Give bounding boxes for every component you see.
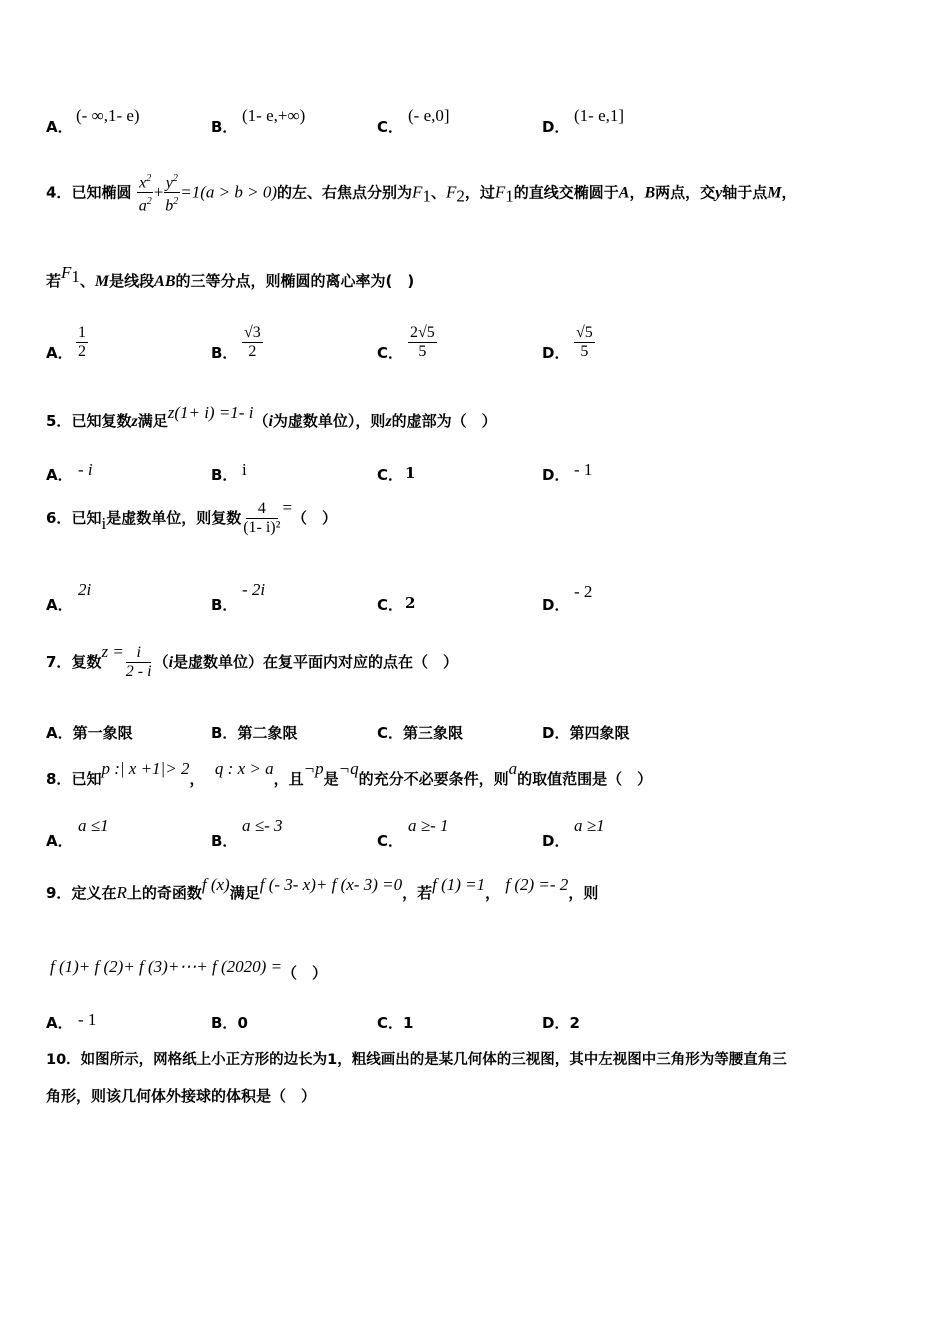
q3-option-c[interactable]: C．: [377, 118, 404, 136]
q8-option-d-value: a ≥1: [574, 816, 605, 835]
q8-options: [46, 816, 910, 850]
q5-options: [46, 460, 910, 486]
q3-option-d[interactable]: D．: [542, 118, 570, 136]
q8-option-d[interactable]: D．: [542, 832, 570, 850]
q4-option-a-value: $\frac{1}{2}$: [78, 324, 86, 360]
question-4-stem: 4．已知椭圆 $\frac{x^2}{a^2}$ + $\frac{y^2}{b^2}$ =1(a > b > 0)的左、右焦点分别为$F_1$、$F_2$，过$F_1$的直线交椭圆于A，B两点，交y轴于点M，: [46, 170, 910, 216]
q4-option-b-value: $\frac{√3}{2}$: [244, 324, 261, 360]
q7-fraction: $\frac{i}{2 - i}$: [125, 644, 152, 680]
q7-options: [46, 722, 910, 748]
q5-option-b-value: i: [242, 460, 247, 479]
q4-option-d-value: $\frac{√5}{5}$: [576, 324, 593, 360]
q3-option-a[interactable]: A．: [46, 118, 73, 136]
ellipse-x-term: $\frac{x^2}{a^2}$: [137, 170, 154, 216]
q8-option-c-value: a ≥- 1: [408, 816, 449, 835]
q6-option-d-value: - 2: [574, 582, 593, 601]
q4-option-b[interactable]: B．: [211, 344, 238, 362]
question-10-line2: 角形，则该几何体外接球的体积是（ ）: [46, 1087, 317, 1105]
q6-options: [46, 580, 910, 614]
q4-option-d[interactable]: D．: [542, 344, 570, 362]
q3-options: [46, 106, 910, 136]
q3-option-a-value: (- ∞,1- e): [76, 106, 140, 125]
q9-option-d[interactable]: D．2: [542, 1014, 580, 1032]
q9-option-a[interactable]: A．: [46, 1014, 73, 1032]
q3-option-b[interactable]: B．: [211, 118, 238, 136]
q8-option-b[interactable]: B．: [211, 832, 238, 850]
q5-option-c[interactable]: C．: [377, 466, 404, 484]
q3-option-d-value: (1- e,1]: [574, 106, 625, 125]
q8-option-b-value: a ≤- 3: [242, 816, 283, 835]
q4-options: [46, 322, 910, 372]
q5-option-a[interactable]: A．: [46, 466, 73, 484]
q7-option-b[interactable]: B．第二象限: [211, 724, 298, 742]
q6-option-a-value: 2i: [78, 580, 92, 599]
q7-option-c[interactable]: C．第三象限: [377, 724, 464, 742]
q5-option-b[interactable]: B．: [211, 466, 238, 484]
ellipse-y-term: $\frac{y^2}{b^2}$: [163, 170, 180, 216]
q5-option-d-value: - 1: [574, 460, 593, 479]
q4-option-c[interactable]: C．: [377, 344, 404, 362]
q4-option-a[interactable]: A．: [46, 344, 73, 362]
question-9-sum: f (1)+ f (2)+ f (3)+⋯+ f (2020) =（ ）: [50, 957, 328, 982]
q9-option-a-value: - 1: [78, 1010, 97, 1029]
q6-option-b-value: - 2i: [242, 580, 266, 599]
q6-option-c-value: 2: [405, 594, 416, 612]
q6-option-c[interactable]: C．: [377, 596, 404, 614]
q5-option-d[interactable]: D．: [542, 466, 570, 484]
question-4-stem-line2: 若$F_1$、M是线段AB的三等分点，则椭圆的离心率为( ): [46, 263, 415, 290]
question-6-stem: 6．已知i是虚数单位，则复数 $\frac{4}{\text{(1- i)²}}$ =（ ）: [46, 498, 338, 536]
q5-option-a-value: - i: [78, 460, 93, 479]
q5-option-c-value: 1: [405, 464, 416, 482]
question-5-stem: 5．已知复数z满足z(1+ i) =1- i（i为虚数单位），则z的虚部为（ ）: [46, 403, 497, 430]
q6-option-d[interactable]: D．: [542, 596, 570, 614]
q6-option-b[interactable]: B．: [211, 596, 238, 614]
question-10-line1: 10．如图所示，网格纸上小正方形的边长为1，粗线画出的是某几何体的三视图，其中左视图中三角形为等腰直角三: [46, 1052, 787, 1068]
q3-option-c-value: (- e,0]: [408, 106, 450, 125]
q9-option-b[interactable]: B．0: [211, 1014, 248, 1032]
q8-option-a[interactable]: A．: [46, 832, 73, 850]
question-10-stem: [46, 1042, 920, 1114]
q6-fraction: $\frac{4}{\text{(1- i)²}}$: [243, 500, 281, 536]
q8-option-a-value: a ≤1: [78, 816, 109, 835]
q9-options: [46, 1010, 910, 1036]
question-8-stem: 8．已知p :| x +1|> 2， q : x > a，且¬p是¬q的充分不必要条件，则a的取值范围是（ ）: [46, 759, 653, 788]
q7-option-a[interactable]: A．第一象限: [46, 724, 133, 742]
q6-option-a[interactable]: A．: [46, 596, 73, 614]
question-9-stem: 9．定义在R上的奇函数f (x)满足f (- 3- x)+ f (x- 3) =0，若f (1) =1， f (2) =- 2，则: [46, 875, 599, 902]
q8-option-c[interactable]: C．: [377, 832, 404, 850]
question-7-stem: 7．复数z = $\frac{i}{2 - i}$ （i是虚数单位）在复平面内对应的点在（ ）: [46, 642, 459, 680]
q4-option-c-value: $\frac{2√5}{5}$: [410, 324, 435, 360]
q9-option-c[interactable]: C．1: [377, 1014, 414, 1032]
q3-option-b-value: (1- e,+∞): [242, 106, 306, 125]
q7-option-d[interactable]: D．第四象限: [542, 724, 630, 742]
